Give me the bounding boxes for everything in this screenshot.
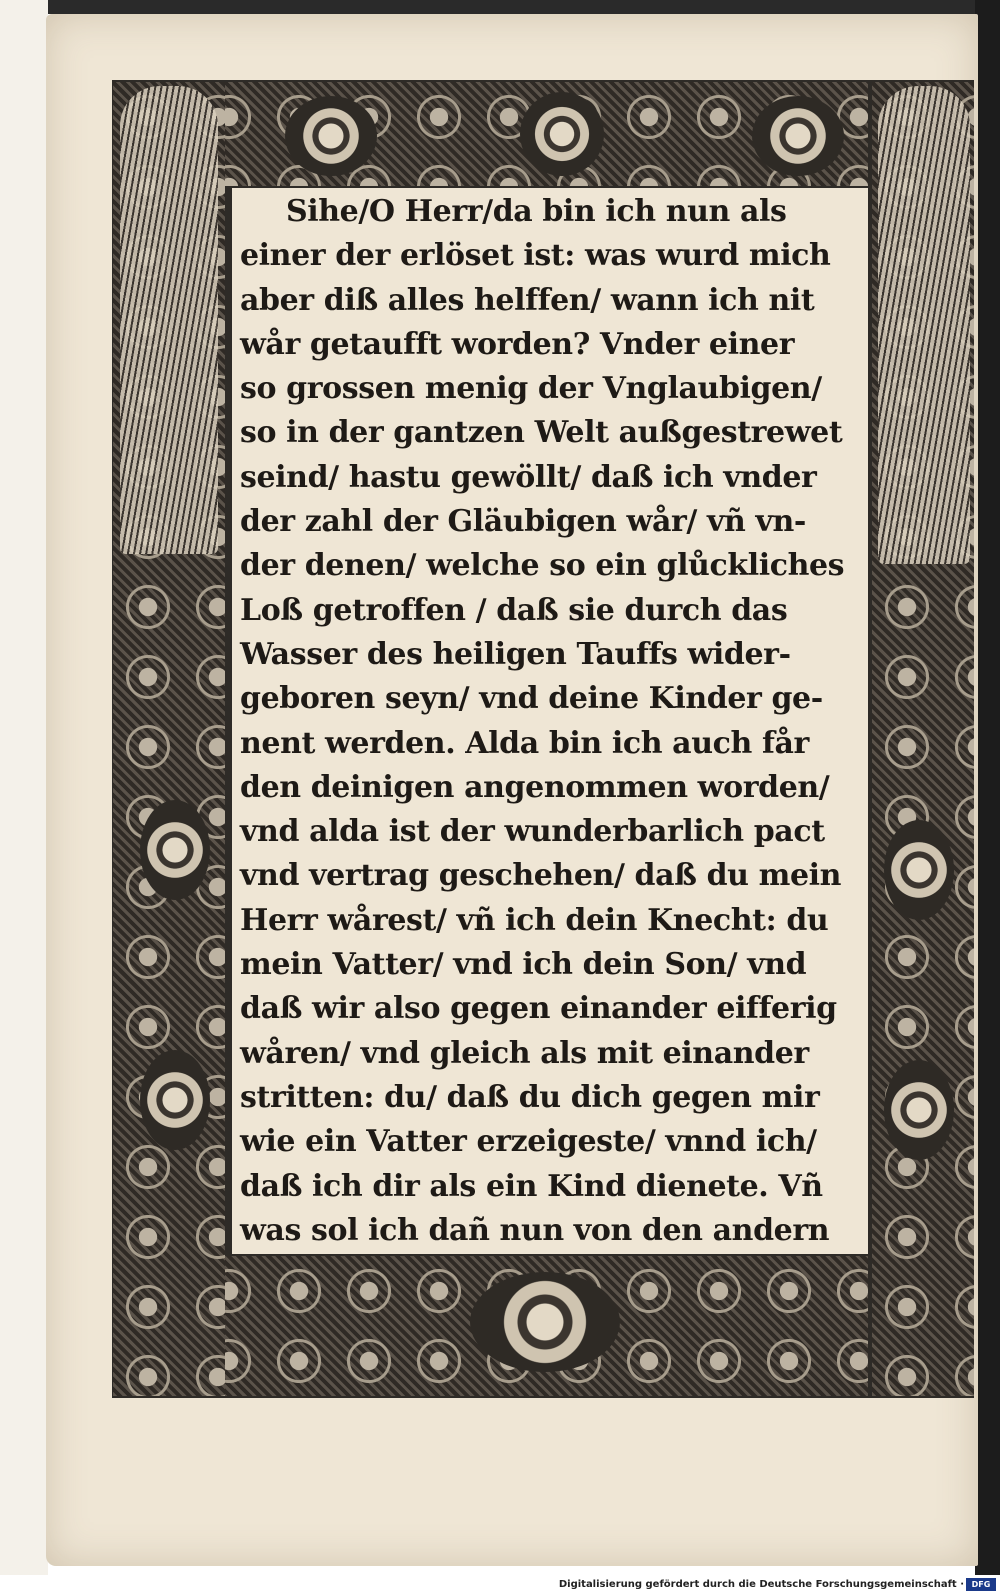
- digitization-credit: Digitalisierung gefördert durch die Deutsche Forschungsgemeinschaft ·: [0, 1575, 1000, 1594]
- text-line: der denen/ welche so ein glůckliches: [240, 548, 845, 584]
- scan-background-top: [0, 0, 1000, 14]
- text-line: so grossen menig der Vnglaubigen/: [240, 371, 822, 407]
- rosette-ornament: [140, 800, 210, 900]
- text-line: Herr wårest/ vñ ich dein Knecht: du: [240, 902, 829, 938]
- text-line: Wasser des heiligen Tauffs wider-: [240, 636, 791, 672]
- scan-background-left: [0, 0, 48, 1575]
- text-line: der zahl der Gläubigen wår/ vñ vn-: [240, 504, 806, 540]
- main-text-block: [232, 188, 868, 1254]
- text-line: wåren/ vnd gleich als mit einander: [240, 1035, 809, 1071]
- text-line: Loß getroffen / daß sie durch das: [240, 592, 788, 628]
- text-line: aber diß alles helffen/ wann ich nit: [240, 282, 815, 318]
- text-line: vnd alda ist der wunderbarlich pact: [240, 814, 825, 850]
- text-line: den deinigen angenommen worden/: [240, 769, 830, 805]
- text-line: daß ich dir als ein Kind dienete. Vñ: [240, 1168, 823, 1204]
- text-line: Sihe/O Herr/da bin ich nun als: [286, 194, 787, 229]
- text-line: seind/ hastu gewöllt/ daß ich vnder: [240, 459, 817, 495]
- text-line: mein Vatter/ vnd ich dein Son/ vnd: [240, 947, 807, 983]
- dfg-logo: DFG: [966, 1578, 996, 1591]
- text-line: was sol ich dañ nun von den andern: [240, 1212, 830, 1248]
- text-line: stritten: du/ daß du dich gegen mir: [240, 1079, 820, 1115]
- text-line: geboren seyn/ vnd deine Kinder ge-: [240, 681, 823, 717]
- rosette-ornament: [884, 1060, 954, 1160]
- text-line: wie ein Vatter erzeigeste/ vnnd ich/: [240, 1124, 817, 1160]
- text-line: vnd vertrag geschehen/ daß du mein: [240, 858, 842, 894]
- text-line: so in der gantzen Welt außgestrewet: [240, 415, 843, 451]
- rosette-ornament: [520, 92, 604, 176]
- scan-background-right: [975, 0, 1000, 1575]
- rosette-ornament: [285, 96, 377, 176]
- rosette-ornament: [884, 820, 954, 920]
- woodcut-figure-left: [120, 86, 218, 554]
- rosette-ornament: [470, 1272, 620, 1372]
- text-line: daß wir also gegen einander eifferig: [240, 991, 837, 1027]
- rosette-ornament: [140, 1050, 210, 1150]
- text-line: wår getaufft worden? Vnder einer: [240, 326, 795, 362]
- text-line: einer der erlöset ist: was wurd mich: [240, 238, 831, 274]
- rosette-ornament: [752, 96, 844, 176]
- text-line: nent werden. Alda bin ich auch får: [240, 725, 809, 761]
- woodcut-figure-right: [878, 86, 970, 564]
